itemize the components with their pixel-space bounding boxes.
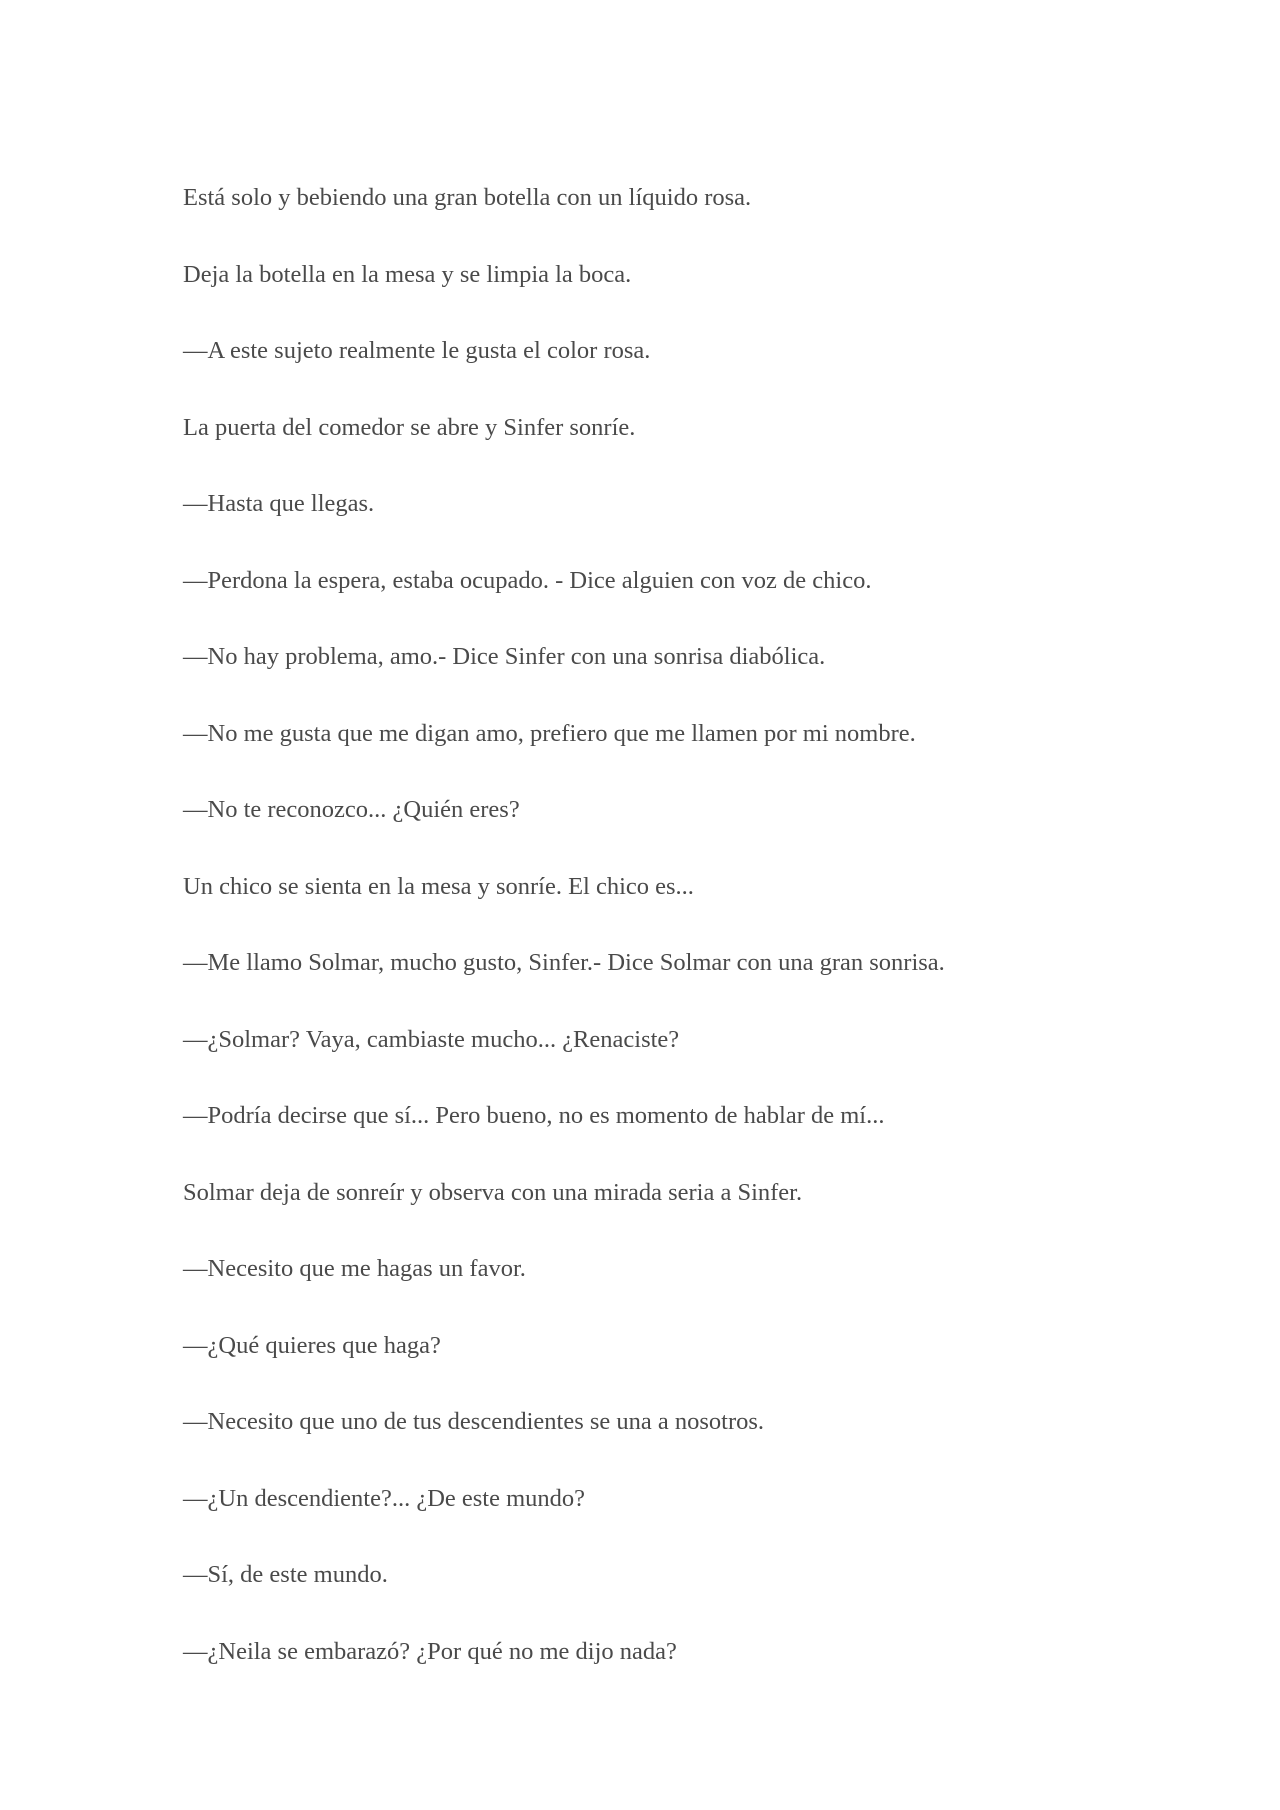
paragraph: Deja la botella en la mesa y se limpia la boca. xyxy=(183,260,632,288)
paragraph: —Podría decirse que sí... Pero bueno, no es momento de hablar de mí... xyxy=(183,1102,885,1129)
paragraph: La puerta del comedor se abre y Sinfer sonríe. xyxy=(183,413,636,441)
paragraph: —Necesito que uno de tus descendientes se una a nosotros. xyxy=(183,1408,765,1435)
paragraph: —¿Un descendiente?... ¿De este mundo? xyxy=(183,1484,586,1512)
paragraph: —Necesito que me hagas un favor. xyxy=(183,1255,526,1282)
paragraph: —Perdona la espera, estaba ocupado. - Dice alguien con voz de chico. xyxy=(183,566,872,594)
paragraph: —Hasta que llegas. xyxy=(183,490,375,517)
paragraph: Está solo y bebiendo una gran botella con un líquido rosa. xyxy=(183,184,752,211)
paragraph: —No hay problema, amo.- Dice Sinfer con una sonrisa diabólica. xyxy=(183,643,826,670)
paragraph: —¿Neila se embarazó? ¿Por qué no me dijo nada? xyxy=(183,1637,677,1665)
paragraph: —Sí, de este mundo. xyxy=(183,1561,388,1588)
paragraph: —Me llamo Solmar, mucho gusto, Sinfer.- Dice Solmar con una gran sonrisa. xyxy=(183,949,945,976)
paragraph: Solmar deja de sonreír y observa con una mirada seria a Sinfer. xyxy=(183,1178,803,1206)
paragraph: —¿Qué quieres que haga? xyxy=(183,1331,441,1359)
paragraph: —No me gusta que me digan amo, prefiero que me llamen por mi nombre. xyxy=(183,719,916,747)
document-body xyxy=(183,178,1183,1708)
paragraph: —No te reconozco... ¿Quién eres? xyxy=(183,796,520,823)
paragraph: Un chico se sienta en la mesa y sonríe. El chico es... xyxy=(183,872,694,900)
paragraph: —¿Solmar? Vaya, cambiaste mucho... ¿Renaciste? xyxy=(183,1025,680,1053)
paragraph: —A este sujeto realmente le gusta el color rosa. xyxy=(183,337,651,364)
